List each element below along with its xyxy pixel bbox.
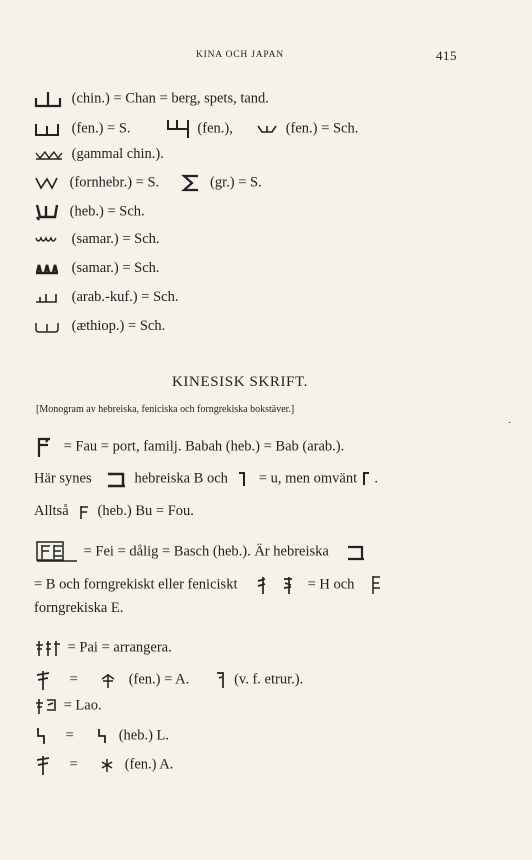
fen-sch-icon: [256, 123, 278, 135]
etrur-glyph-icon: [214, 670, 226, 690]
list-item: (samar.) = Sch.: [34, 260, 160, 277]
lamed-glyph-icon: [34, 726, 48, 746]
fen-a-variant-icon: [99, 671, 117, 689]
fen-aleph-icon: [99, 757, 115, 773]
paragraph-line: Alltså (heb.) Bu = Fou.: [34, 503, 194, 519]
reversed-vav-icon: [361, 470, 371, 488]
list-item: (gammal chin.).: [34, 146, 164, 163]
hebrew-bet-icon: [105, 470, 127, 488]
fau-monogram-icon: [34, 436, 56, 458]
aethiop-icon: [34, 320, 60, 334]
heb-shin-icon: [34, 202, 60, 222]
heb-lamed-icon: [95, 727, 109, 745]
samar-2-icon: [34, 263, 60, 275]
hebrew-vav-icon: [237, 470, 247, 488]
paragraph-line: = B och forngrekiskt eller feniciskt = H och: [34, 574, 382, 596]
paragraph-line: = Fei = dålig = Basch (heb.). Är hebreiska: [34, 540, 366, 564]
section-title: KINESISK SKRIFT.: [172, 374, 309, 390]
margin-mark: ·: [508, 418, 512, 429]
feniciskt-h-1-icon: [255, 575, 267, 595]
list-item: (samar.) = Sch.: [34, 231, 160, 248]
page-number: 415: [436, 48, 457, 63]
forngrekiskt-e-icon: [370, 574, 382, 596]
list-item: (fen.) = S. (fen.), (fen.) = Sch.: [34, 118, 358, 140]
arab-kuf-icon: [34, 291, 60, 305]
pai-monogram-icon: [34, 639, 62, 657]
hebrew-bet-2-icon: [346, 543, 366, 561]
list-item: = (heb.) L.: [34, 726, 169, 746]
list-item: (heb.) = Sch.: [34, 202, 145, 222]
fen-a-glyph-2-icon: [34, 754, 52, 776]
list-item: (chin.) = Chan = berg, spets, tand.: [34, 90, 269, 108]
list-item: (arab.-kuf.) = Sch.: [34, 289, 178, 306]
list-item: = (fen.) A.: [34, 754, 173, 776]
fen-a-glyph-icon: [34, 669, 52, 691]
paragraph-line: forngrekiska E.: [34, 600, 124, 616]
section-note: [Monogram av hebreiska, feniciska och forngrekiska bokstäver.]: [36, 404, 295, 415]
chin-chan-icon: [34, 90, 64, 108]
list-item: = Lao.: [34, 697, 102, 715]
gammal-chin-icon: [34, 149, 64, 161]
feniciskt-h-2-icon: [282, 575, 294, 595]
samar-1-icon: [34, 234, 60, 246]
list-item: = Pai = arrangera.: [34, 639, 172, 657]
running-title: KINA OCH JAPAN: [196, 50, 284, 60]
fornhebr-icon: [34, 176, 60, 190]
fau-small-icon: [78, 504, 90, 520]
list-item: (fornhebr.) = S. (gr.) = S.: [34, 174, 262, 192]
paragraph-line: = Fau = port, familj. Babah (heb.) = Bab (arab.).: [34, 436, 344, 458]
fen-ts-icon: [166, 118, 190, 140]
list-item: (æthiop.) = Sch.: [34, 318, 165, 335]
fei-monogram-icon: [34, 540, 80, 564]
list-item: = (fen.) = A. (v. f. etrur.).: [34, 669, 303, 691]
sigma-icon: [180, 174, 202, 192]
lao-monogram-icon: [34, 697, 58, 715]
fen-s-icon: [34, 121, 62, 137]
paragraph-line: Här synes hebreiska B och = u, men omvänt .: [34, 470, 379, 487]
